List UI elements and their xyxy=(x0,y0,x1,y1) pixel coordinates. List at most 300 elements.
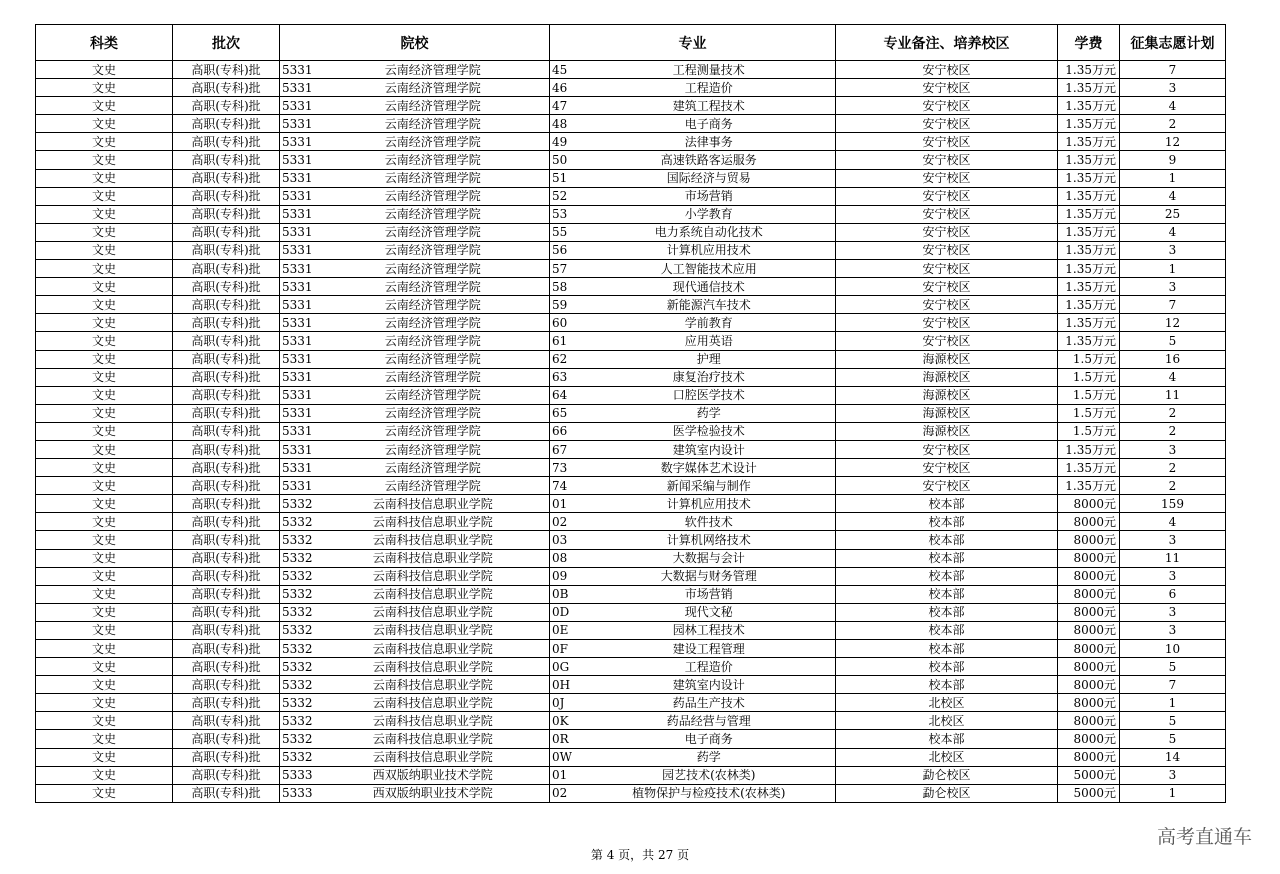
cell-batch: 高职(专科)批 xyxy=(173,241,280,259)
cell-school-code: 5331 xyxy=(280,278,317,296)
cell-plan-count: 3 xyxy=(1120,621,1226,639)
cell-school-name: 云南科技信息职业学院 xyxy=(317,567,550,585)
cell-school-code: 5331 xyxy=(280,169,317,187)
cell-category: 文史 xyxy=(36,133,173,151)
cell-major-code: 0K xyxy=(550,712,583,730)
cell-plan-count: 3 xyxy=(1120,278,1226,296)
cell-plan-count: 159 xyxy=(1120,495,1226,513)
cell-plan-count: 2 xyxy=(1120,422,1226,440)
cell-school-name: 云南经济管理学院 xyxy=(317,151,550,169)
cell-major-name: 计算机应用技术 xyxy=(583,495,836,513)
cell-school-name: 云南经济管理学院 xyxy=(317,422,550,440)
cell-campus: 校本部 xyxy=(836,549,1058,567)
cell-tuition: 8000元 xyxy=(1058,748,1120,766)
cell-school-name: 云南科技信息职业学院 xyxy=(317,549,550,567)
cell-tuition: 8000元 xyxy=(1058,603,1120,621)
cell-school-code: 5331 xyxy=(280,386,317,404)
cell-school-name: 云南经济管理学院 xyxy=(317,79,550,97)
cell-major-code: 03 xyxy=(550,531,583,549)
cell-tuition: 5000元 xyxy=(1058,766,1120,784)
cell-major-code: 60 xyxy=(550,314,583,332)
cell-major-code: 51 xyxy=(550,169,583,187)
cell-major-name: 医学检验技术 xyxy=(583,422,836,440)
cell-school-name: 云南经济管理学院 xyxy=(317,223,550,241)
cell-campus: 校本部 xyxy=(836,640,1058,658)
cell-school-code: 5332 xyxy=(280,549,317,567)
cell-tuition: 8000元 xyxy=(1058,658,1120,676)
cell-major-name: 学前教育 xyxy=(583,314,836,332)
table-row xyxy=(36,621,1226,639)
cell-major-name: 建筑室内设计 xyxy=(583,440,836,458)
cell-major-name: 药学 xyxy=(583,748,836,766)
cell-major-name: 市场营销 xyxy=(583,187,836,205)
cell-major-code: 02 xyxy=(550,513,583,531)
cell-school-code: 5331 xyxy=(280,459,317,477)
table-row xyxy=(36,459,1226,477)
cell-plan-count: 3 xyxy=(1120,567,1226,585)
table-row xyxy=(36,314,1226,332)
cell-plan-count: 3 xyxy=(1120,79,1226,97)
cell-school-code: 5332 xyxy=(280,748,317,766)
header-batch: 批次 xyxy=(173,25,280,61)
cell-major-code: 74 xyxy=(550,477,583,495)
cell-major-name: 工程测量技术 xyxy=(583,61,836,79)
cell-tuition: 1.5万元 xyxy=(1058,368,1120,386)
cell-major-name: 园艺技术(农林类) xyxy=(583,766,836,784)
cell-plan-count: 5 xyxy=(1120,712,1226,730)
table-row xyxy=(36,766,1226,784)
cell-plan-count: 4 xyxy=(1120,187,1226,205)
cell-plan-count: 5 xyxy=(1120,332,1226,350)
cell-tuition: 1.35万元 xyxy=(1058,459,1120,477)
cell-school-code: 5331 xyxy=(280,368,317,386)
cell-major-name: 植物保护与检疫技术(农林类) xyxy=(583,784,836,802)
cell-plan-count: 4 xyxy=(1120,223,1226,241)
cell-category: 文史 xyxy=(36,513,173,531)
cell-school-code: 5331 xyxy=(280,422,317,440)
cell-campus: 安宁校区 xyxy=(836,332,1058,350)
cell-category: 文史 xyxy=(36,97,173,115)
table-row xyxy=(36,549,1226,567)
cell-school-name: 云南科技信息职业学院 xyxy=(317,640,550,658)
cell-major-name: 药品经营与管理 xyxy=(583,712,836,730)
cell-plan-count: 2 xyxy=(1120,459,1226,477)
cell-category: 文史 xyxy=(36,585,173,603)
cell-major-code: 59 xyxy=(550,296,583,314)
cell-tuition: 8000元 xyxy=(1058,495,1120,513)
cell-plan-count: 9 xyxy=(1120,151,1226,169)
cell-category: 文史 xyxy=(36,241,173,259)
cell-major-code: 0B xyxy=(550,585,583,603)
cell-major-name: 电力系统自动化技术 xyxy=(583,223,836,241)
cell-category: 文史 xyxy=(36,296,173,314)
table-row xyxy=(36,260,1226,278)
cell-campus: 安宁校区 xyxy=(836,241,1058,259)
cell-plan-count: 1 xyxy=(1120,784,1226,802)
cell-tuition: 1.35万元 xyxy=(1058,79,1120,97)
cell-major-name: 建筑工程技术 xyxy=(583,97,836,115)
header-category: 科类 xyxy=(36,25,173,61)
cell-school-name: 云南科技信息职业学院 xyxy=(317,658,550,676)
cell-tuition: 8000元 xyxy=(1058,531,1120,549)
cell-plan-count: 3 xyxy=(1120,241,1226,259)
cell-school-name: 云南科技信息职业学院 xyxy=(317,621,550,639)
cell-batch: 高职(专科)批 xyxy=(173,404,280,422)
cell-batch: 高职(专科)批 xyxy=(173,513,280,531)
cell-batch: 高职(专科)批 xyxy=(173,386,280,404)
cell-tuition: 1.35万元 xyxy=(1058,115,1120,133)
cell-school-name: 云南经济管理学院 xyxy=(317,97,550,115)
admission-plan-table xyxy=(35,24,1226,803)
cell-batch: 高职(专科)批 xyxy=(173,784,280,802)
cell-school-code: 5332 xyxy=(280,603,317,621)
cell-major-code: 66 xyxy=(550,422,583,440)
cell-major-code: 56 xyxy=(550,241,583,259)
cell-batch: 高职(专科)批 xyxy=(173,278,280,296)
table-row xyxy=(36,296,1226,314)
cell-batch: 高职(专科)批 xyxy=(173,115,280,133)
cell-school-name: 云南经济管理学院 xyxy=(317,368,550,386)
cell-major-code: 52 xyxy=(550,187,583,205)
cell-category: 文史 xyxy=(36,784,173,802)
cell-major-name: 药品生产技术 xyxy=(583,694,836,712)
cell-plan-count: 14 xyxy=(1120,748,1226,766)
cell-major-name: 工程造价 xyxy=(583,658,836,676)
table-row xyxy=(36,440,1226,458)
watermark: 高考直通车 xyxy=(1156,826,1252,848)
cell-school-code: 5332 xyxy=(280,567,317,585)
cell-major-code: 58 xyxy=(550,278,583,296)
cell-tuition: 1.35万元 xyxy=(1058,440,1120,458)
cell-batch: 高职(专科)批 xyxy=(173,640,280,658)
cell-plan-count: 12 xyxy=(1120,133,1226,151)
cell-batch: 高职(专科)批 xyxy=(173,79,280,97)
cell-tuition: 1.35万元 xyxy=(1058,133,1120,151)
table-row xyxy=(36,694,1226,712)
cell-school-code: 5331 xyxy=(280,477,317,495)
table-row xyxy=(36,730,1226,748)
cell-major-code: 46 xyxy=(550,79,583,97)
cell-major-code: 62 xyxy=(550,350,583,368)
cell-plan-count: 6 xyxy=(1120,585,1226,603)
cell-category: 文史 xyxy=(36,314,173,332)
cell-tuition: 1.35万元 xyxy=(1058,332,1120,350)
table-row xyxy=(36,748,1226,766)
cell-major-name: 数字媒体艺术设计 xyxy=(583,459,836,477)
cell-school-code: 5331 xyxy=(280,133,317,151)
cell-tuition: 1.35万元 xyxy=(1058,205,1120,223)
cell-category: 文史 xyxy=(36,260,173,278)
cell-major-name: 计算机网络技术 xyxy=(583,531,836,549)
table-header-row xyxy=(36,25,1226,61)
cell-major-code: 67 xyxy=(550,440,583,458)
cell-plan-count: 4 xyxy=(1120,513,1226,531)
cell-category: 文史 xyxy=(36,332,173,350)
cell-tuition: 8000元 xyxy=(1058,676,1120,694)
cell-major-code: 0G xyxy=(550,658,583,676)
cell-campus: 海源校区 xyxy=(836,350,1058,368)
cell-batch: 高职(专科)批 xyxy=(173,350,280,368)
cell-category: 文史 xyxy=(36,694,173,712)
cell-category: 文史 xyxy=(36,79,173,97)
cell-campus: 勐仑校区 xyxy=(836,766,1058,784)
cell-major-name: 小学教育 xyxy=(583,205,836,223)
cell-major-code: 64 xyxy=(550,386,583,404)
cell-category: 文史 xyxy=(36,658,173,676)
cell-tuition: 1.35万元 xyxy=(1058,278,1120,296)
cell-major-name: 人工智能技术应用 xyxy=(583,260,836,278)
cell-plan-count: 3 xyxy=(1120,603,1226,621)
cell-school-code: 5332 xyxy=(280,621,317,639)
cell-major-code: 09 xyxy=(550,567,583,585)
table-row xyxy=(36,332,1226,350)
cell-major-name: 护理 xyxy=(583,350,836,368)
cell-batch: 高职(专科)批 xyxy=(173,621,280,639)
cell-major-name: 园林工程技术 xyxy=(583,621,836,639)
table-row xyxy=(36,603,1226,621)
cell-category: 文史 xyxy=(36,676,173,694)
table-row xyxy=(36,79,1226,97)
cell-school-name: 云南经济管理学院 xyxy=(317,296,550,314)
cell-plan-count: 1 xyxy=(1120,260,1226,278)
cell-category: 文史 xyxy=(36,350,173,368)
cell-campus: 安宁校区 xyxy=(836,61,1058,79)
cell-campus: 安宁校区 xyxy=(836,97,1058,115)
cell-plan-count: 1 xyxy=(1120,694,1226,712)
cell-school-name: 云南经济管理学院 xyxy=(317,187,550,205)
table-row xyxy=(36,386,1226,404)
cell-major-name: 市场营销 xyxy=(583,585,836,603)
cell-campus: 海源校区 xyxy=(836,368,1058,386)
cell-major-code: 57 xyxy=(550,260,583,278)
table-row xyxy=(36,350,1226,368)
header-plan-count: 征集志愿计划 xyxy=(1120,25,1226,61)
cell-tuition: 8000元 xyxy=(1058,567,1120,585)
cell-category: 文史 xyxy=(36,223,173,241)
cell-campus: 海源校区 xyxy=(836,422,1058,440)
cell-batch: 高职(专科)批 xyxy=(173,658,280,676)
cell-school-code: 5332 xyxy=(280,513,317,531)
cell-campus: 校本部 xyxy=(836,495,1058,513)
cell-school-code: 5332 xyxy=(280,712,317,730)
cell-plan-count: 3 xyxy=(1120,531,1226,549)
cell-school-name: 云南经济管理学院 xyxy=(317,260,550,278)
cell-category: 文史 xyxy=(36,477,173,495)
cell-category: 文史 xyxy=(36,459,173,477)
cell-campus: 校本部 xyxy=(836,658,1058,676)
cell-batch: 高职(专科)批 xyxy=(173,477,280,495)
cell-major-name: 软件技术 xyxy=(583,513,836,531)
cell-school-code: 5332 xyxy=(280,531,317,549)
cell-major-name: 电子商务 xyxy=(583,730,836,748)
cell-campus: 安宁校区 xyxy=(836,477,1058,495)
cell-category: 文史 xyxy=(36,386,173,404)
cell-campus: 安宁校区 xyxy=(836,151,1058,169)
cell-major-name: 电子商务 xyxy=(583,115,836,133)
cell-campus: 安宁校区 xyxy=(836,314,1058,332)
cell-tuition: 8000元 xyxy=(1058,549,1120,567)
cell-school-name: 云南经济管理学院 xyxy=(317,404,550,422)
cell-category: 文史 xyxy=(36,549,173,567)
cell-campus: 海源校区 xyxy=(836,386,1058,404)
cell-campus: 北校区 xyxy=(836,694,1058,712)
cell-tuition: 1.35万元 xyxy=(1058,296,1120,314)
cell-campus: 安宁校区 xyxy=(836,205,1058,223)
cell-school-name: 云南经济管理学院 xyxy=(317,115,550,133)
cell-campus: 安宁校区 xyxy=(836,260,1058,278)
cell-school-name: 云南经济管理学院 xyxy=(317,61,550,79)
cell-batch: 高职(专科)批 xyxy=(173,495,280,513)
cell-major-code: 0W xyxy=(550,748,583,766)
cell-major-name: 康复治疗技术 xyxy=(583,368,836,386)
cell-campus: 海源校区 xyxy=(836,404,1058,422)
cell-major-name: 建筑室内设计 xyxy=(583,676,836,694)
cell-campus: 安宁校区 xyxy=(836,187,1058,205)
cell-plan-count: 2 xyxy=(1120,404,1226,422)
table-row xyxy=(36,97,1226,115)
cell-school-code: 5332 xyxy=(280,640,317,658)
cell-category: 文史 xyxy=(36,422,173,440)
cell-tuition: 1.5万元 xyxy=(1058,404,1120,422)
table-row xyxy=(36,169,1226,187)
cell-major-name: 计算机应用技术 xyxy=(583,241,836,259)
cell-plan-count: 11 xyxy=(1120,549,1226,567)
cell-batch: 高职(专科)批 xyxy=(173,459,280,477)
cell-school-code: 5331 xyxy=(280,404,317,422)
cell-tuition: 1.35万元 xyxy=(1058,169,1120,187)
cell-school-name: 云南经济管理学院 xyxy=(317,440,550,458)
cell-plan-count: 25 xyxy=(1120,205,1226,223)
cell-school-code: 5331 xyxy=(280,205,317,223)
header-major: 专业 xyxy=(550,25,836,61)
header-tuition: 学费 xyxy=(1058,25,1120,61)
cell-plan-count: 1 xyxy=(1120,169,1226,187)
table-row xyxy=(36,531,1226,549)
cell-batch: 高职(专科)批 xyxy=(173,133,280,151)
cell-tuition: 1.35万元 xyxy=(1058,187,1120,205)
cell-major-code: 01 xyxy=(550,495,583,513)
table-row xyxy=(36,115,1226,133)
cell-campus: 北校区 xyxy=(836,748,1058,766)
cell-school-name: 云南科技信息职业学院 xyxy=(317,694,550,712)
table-row xyxy=(36,422,1226,440)
header-campus-notes: 专业备注、培养校区 xyxy=(836,25,1058,61)
table-row xyxy=(36,205,1226,223)
cell-school-code: 5331 xyxy=(280,440,317,458)
cell-plan-count: 2 xyxy=(1120,115,1226,133)
cell-campus: 校本部 xyxy=(836,531,1058,549)
cell-school-name: 西双版纳职业技术学院 xyxy=(317,784,550,802)
cell-batch: 高职(专科)批 xyxy=(173,567,280,585)
cell-campus: 安宁校区 xyxy=(836,133,1058,151)
cell-tuition: 8000元 xyxy=(1058,513,1120,531)
cell-major-code: 08 xyxy=(550,549,583,567)
cell-tuition: 1.35万元 xyxy=(1058,260,1120,278)
cell-major-name: 现代通信技术 xyxy=(583,278,836,296)
cell-category: 文史 xyxy=(36,748,173,766)
cell-plan-count: 4 xyxy=(1120,97,1226,115)
page-number: 第 4 页，共 27 页 xyxy=(590,848,690,862)
cell-tuition: 1.35万元 xyxy=(1058,314,1120,332)
cell-major-code: 02 xyxy=(550,784,583,802)
table-row xyxy=(36,585,1226,603)
cell-major-code: 0J xyxy=(550,694,583,712)
cell-school-name: 云南科技信息职业学院 xyxy=(317,585,550,603)
cell-plan-count: 5 xyxy=(1120,658,1226,676)
cell-campus: 安宁校区 xyxy=(836,115,1058,133)
cell-major-name: 大数据与会计 xyxy=(583,549,836,567)
cell-campus: 勐仑校区 xyxy=(836,784,1058,802)
cell-campus: 校本部 xyxy=(836,730,1058,748)
cell-school-code: 5331 xyxy=(280,332,317,350)
cell-category: 文史 xyxy=(36,640,173,658)
cell-major-code: 0R xyxy=(550,730,583,748)
table-row xyxy=(36,151,1226,169)
cell-school-code: 5331 xyxy=(280,260,317,278)
cell-campus: 校本部 xyxy=(836,585,1058,603)
cell-category: 文史 xyxy=(36,712,173,730)
cell-major-code: 73 xyxy=(550,459,583,477)
cell-school-code: 5332 xyxy=(280,495,317,513)
cell-school-name: 云南科技信息职业学院 xyxy=(317,748,550,766)
cell-major-name: 建设工程管理 xyxy=(583,640,836,658)
cell-school-name: 西双版纳职业技术学院 xyxy=(317,766,550,784)
cell-batch: 高职(专科)批 xyxy=(173,766,280,784)
cell-school-code: 5332 xyxy=(280,658,317,676)
cell-tuition: 5000元 xyxy=(1058,784,1120,802)
cell-campus: 安宁校区 xyxy=(836,278,1058,296)
cell-major-code: 45 xyxy=(550,61,583,79)
cell-school-name: 云南经济管理学院 xyxy=(317,459,550,477)
cell-tuition: 1.5万元 xyxy=(1058,386,1120,404)
cell-batch: 高职(专科)批 xyxy=(173,151,280,169)
cell-category: 文史 xyxy=(36,495,173,513)
cell-school-code: 5333 xyxy=(280,784,317,802)
cell-batch: 高职(专科)批 xyxy=(173,169,280,187)
cell-batch: 高职(专科)批 xyxy=(173,549,280,567)
table-row xyxy=(36,784,1226,802)
table-row xyxy=(36,187,1226,205)
cell-major-code: 53 xyxy=(550,205,583,223)
cell-tuition: 8000元 xyxy=(1058,694,1120,712)
cell-plan-count: 11 xyxy=(1120,386,1226,404)
cell-major-code: 48 xyxy=(550,115,583,133)
cell-batch: 高职(专科)批 xyxy=(173,187,280,205)
cell-major-name: 口腔医学技术 xyxy=(583,386,836,404)
cell-campus: 安宁校区 xyxy=(836,169,1058,187)
cell-category: 文史 xyxy=(36,151,173,169)
cell-campus: 安宁校区 xyxy=(836,459,1058,477)
cell-major-code: 49 xyxy=(550,133,583,151)
cell-campus: 校本部 xyxy=(836,621,1058,639)
table-row xyxy=(36,278,1226,296)
cell-campus: 安宁校区 xyxy=(836,223,1058,241)
cell-school-code: 5332 xyxy=(280,676,317,694)
cell-category: 文史 xyxy=(36,115,173,133)
cell-plan-count: 2 xyxy=(1120,477,1226,495)
cell-school-name: 云南经济管理学院 xyxy=(317,386,550,404)
cell-major-name: 药学 xyxy=(583,404,836,422)
cell-school-name: 云南经济管理学院 xyxy=(317,314,550,332)
table-row xyxy=(36,513,1226,531)
cell-school-name: 云南经济管理学院 xyxy=(317,169,550,187)
cell-school-name: 云南科技信息职业学院 xyxy=(317,676,550,694)
cell-major-code: 50 xyxy=(550,151,583,169)
cell-tuition: 1.35万元 xyxy=(1058,241,1120,259)
cell-school-name: 云南经济管理学院 xyxy=(317,133,550,151)
cell-batch: 高职(专科)批 xyxy=(173,314,280,332)
cell-major-name: 现代文秘 xyxy=(583,603,836,621)
